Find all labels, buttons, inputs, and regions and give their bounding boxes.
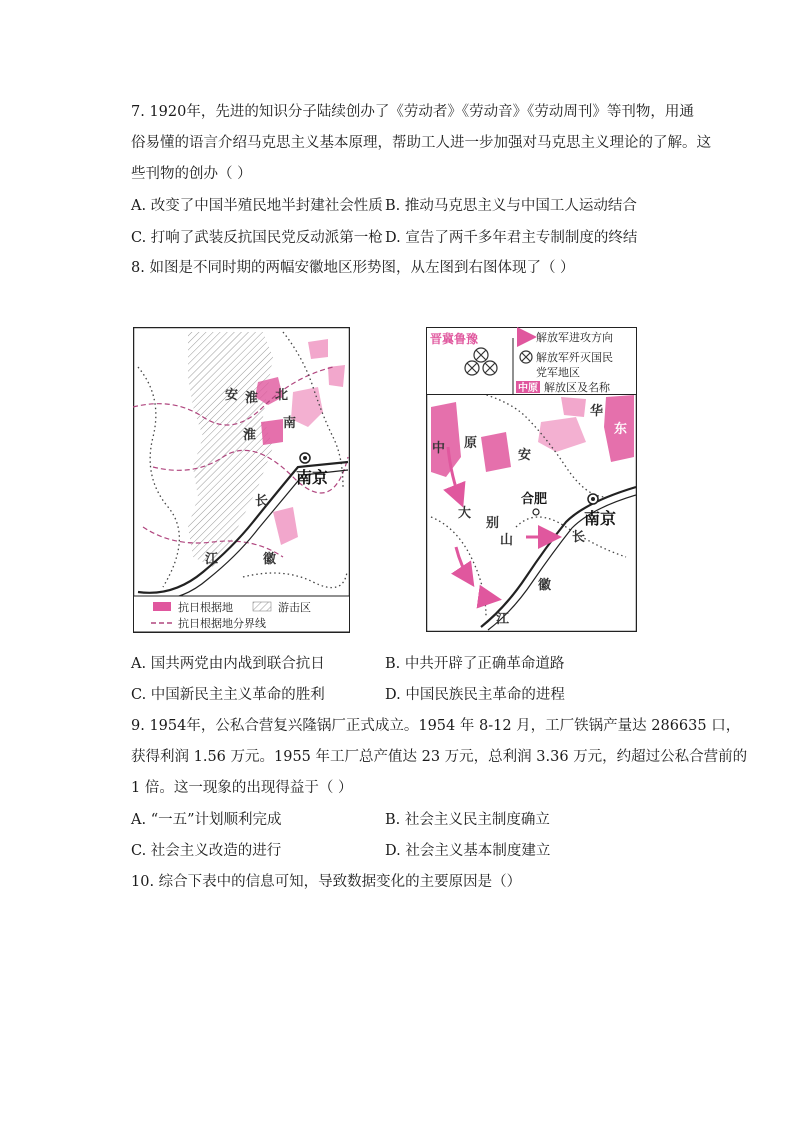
q7-option-d: D. 宣告了两千多年君主专制制度的终结 — [385, 230, 638, 246]
left-label-2: 北 — [275, 388, 289, 403]
q8-stem: 8. 如图是不同时期的两幅安徽地区形势图，从左图到右图体现了（ ） — [131, 260, 575, 276]
base-area-5 — [328, 365, 345, 387]
left-label-7: 江 — [205, 552, 219, 567]
legend-arrow-label: 解放军进攻方向 — [536, 331, 613, 344]
q9-option-d: D. 社会主义基本制度建立 — [385, 843, 551, 859]
right-label-10: 长 — [572, 530, 586, 545]
q7-option-c: C. 打响了武装反抗国民党反动派第一枪 — [131, 230, 383, 246]
right-label-12: 江 — [496, 612, 510, 627]
left-map-anti-japanese-bases — [133, 327, 350, 633]
base-area-3 — [261, 419, 283, 445]
q9-option-b: B. 社会主义民主制度确立 — [385, 812, 550, 828]
legend-zone-tag: 中原 — [518, 383, 538, 394]
q9-stem-line-2: 获得利润 1.56 万元。1955 年工厂总产值达 23 万元，总利润 3.36 万元，约超过公私合营前的 — [131, 749, 748, 765]
left-label-8: 徽 — [263, 552, 277, 567]
q8-option-a: A. 国共两党由内战到联合抗日 — [131, 656, 325, 672]
right-label-hefei: 合肥 — [521, 492, 548, 507]
left-label-nanjing: 南京 — [296, 468, 329, 487]
legend-region-label: 晋冀鲁豫 — [430, 332, 479, 346]
right-label-4: 东 — [614, 422, 628, 437]
right-label-3: 华 — [590, 404, 604, 419]
right-label-11: 徽 — [538, 578, 552, 593]
q7-option-a: A. 改变了中国半殖民地半封建社会性质 — [131, 198, 383, 214]
q9-stem-line-1: 9. 1954年，公私合营复兴隆锅厂正式成立。1954 年 8-12 月，工厂铁锅产量达 286635 口， — [131, 718, 741, 734]
q9-option-c: C. 社会主义改造的进行 — [131, 843, 282, 859]
base-area-4 — [308, 339, 328, 359]
hefei-marker — [533, 509, 539, 515]
liberated-zone-central — [481, 432, 511, 472]
left-label-0: 安 — [225, 388, 239, 403]
q8-option-d: D. 中国民族民主革命的进程 — [385, 687, 565, 703]
q7-option-b: B. 推动马克思主义与中国工人运动结合 — [385, 198, 637, 214]
liberated-zone-northeast — [561, 397, 586, 417]
left-label-6: 长 — [255, 494, 269, 509]
legend-guerrilla-label: 游击区 — [278, 601, 311, 614]
legend-boundary-label: 抗日根据地分界线 — [178, 617, 266, 630]
legend-destroy-label-2: 党军地区 — [536, 366, 580, 379]
right-label-nanjing: 南京 — [584, 509, 617, 528]
legend-zone-label: 解放区及名称 — [544, 381, 610, 394]
q8-option-b: B. 中共开辟了正确革命道路 — [385, 656, 565, 672]
right-label-8: 别 — [486, 516, 500, 531]
q9-option-a: A. “一五”计划顺利完成 — [131, 812, 282, 828]
right-map-liberation-war — [426, 327, 637, 632]
right-label-9: 山 — [500, 533, 514, 548]
q8-option-c: C. 中国新民主主义革命的胜利 — [131, 687, 325, 703]
legend-destroy-icon — [520, 351, 532, 363]
q10-stem: 10. 综合下表中的信息可知，导致数据变化的主要原因是（） — [131, 874, 522, 890]
q7-stem-line-1: 7. 1920年，先进的知识分子陆续创办了《劳动者》《劳动音》《劳动周刊》等刊物，用通 — [131, 104, 694, 120]
q7-stem-line-2: 俗易懂的语言介绍马克思主义基本原理，帮助工人进一步加强对马克思主义理论的了解。这 — [131, 135, 711, 151]
legend-guerrilla-swatch — [253, 602, 271, 611]
legend-destroy-label-1: 解放军歼灭国民 — [536, 351, 613, 364]
legend-base-swatch — [153, 602, 171, 611]
right-label-7: 大 — [458, 506, 472, 521]
right-label-1: 原 — [464, 436, 478, 451]
left-label-3: 南 — [283, 416, 297, 431]
attack-arrow-4 — [481, 597, 496, 599]
right-label-0: 中 — [432, 441, 446, 456]
right-label-2: 安 — [518, 448, 532, 463]
legend-base-label: 抗日根据地 — [178, 601, 233, 614]
left-label-4: 淮 — [243, 428, 257, 443]
q9-stem-line-3: 1 倍。这一现象的出现得益于（ ） — [131, 780, 353, 796]
left-label-1: 淮 — [245, 391, 259, 406]
q7-stem-line-3: 些刊物的创办（ ） — [131, 166, 252, 182]
